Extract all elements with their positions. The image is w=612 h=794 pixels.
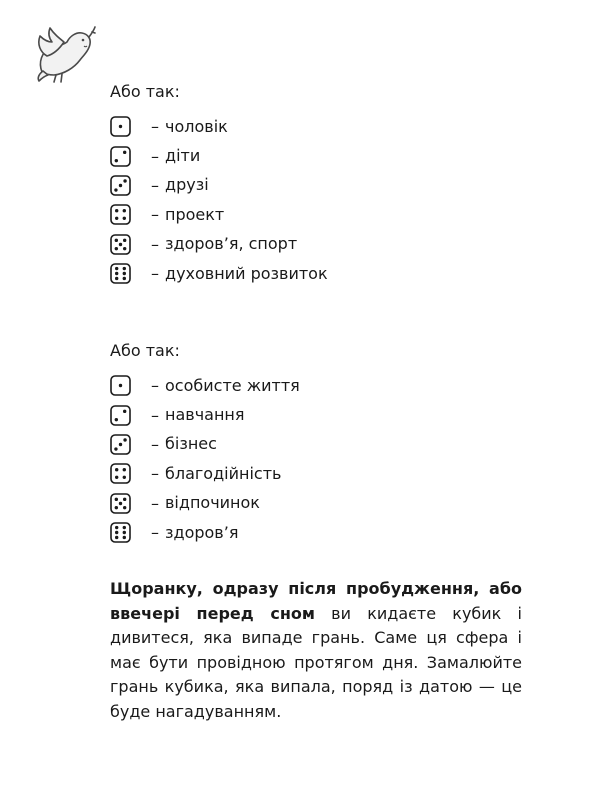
die-face-2-icon	[110, 146, 131, 167]
die-face-2-icon	[110, 405, 131, 426]
dice-label: відпочинок	[165, 493, 260, 513]
die-pip	[115, 209, 118, 212]
dice-label: здоров’я, спорт	[165, 234, 298, 254]
die-face-3-icon	[110, 434, 131, 455]
die-outline	[111, 406, 130, 425]
dice-legend-section-2	[110, 341, 530, 547]
die-face-3-icon	[110, 175, 131, 196]
die-pip	[115, 476, 118, 479]
die-face-5-icon	[110, 234, 131, 255]
die-pip	[123, 497, 126, 500]
die-pip	[119, 125, 122, 128]
die-pip	[123, 150, 126, 153]
dice-legend-section-1	[110, 82, 530, 288]
list-item	[110, 259, 530, 288]
die-pip	[123, 277, 126, 280]
dash: –	[151, 376, 159, 396]
dice-list	[110, 112, 530, 288]
die-pip	[123, 267, 126, 270]
dice-label: духовний розвиток	[165, 263, 328, 283]
die-pip	[123, 531, 126, 534]
die-outline	[111, 264, 130, 283]
paragraph-lead: Щоранку, одразу після пробудження, або ввечері перед сном	[110, 579, 522, 623]
dash: –	[151, 434, 159, 454]
dice-label: особисте життя	[165, 375, 300, 395]
list-item	[110, 171, 530, 200]
die-pip	[123, 468, 126, 471]
dash: –	[151, 405, 159, 425]
die-face-1-icon	[110, 116, 131, 137]
die-outline	[111, 205, 130, 224]
dash: –	[151, 264, 159, 284]
dash: –	[151, 493, 159, 513]
dash: –	[151, 117, 159, 137]
die-pip	[114, 447, 117, 450]
list-item	[110, 459, 530, 488]
die-pip	[115, 277, 118, 280]
list-item	[110, 112, 530, 141]
die-pip	[123, 247, 126, 250]
dice-label: навчання	[165, 405, 245, 425]
die-pip	[123, 409, 126, 412]
die-face-6-icon	[110, 263, 131, 284]
die-pip	[115, 247, 118, 250]
dash: –	[151, 464, 159, 484]
die-face-6-icon	[110, 522, 131, 543]
die-pip	[123, 536, 126, 539]
die-face-1-icon	[110, 375, 131, 396]
die-face-5-icon	[110, 493, 131, 514]
die-pip	[119, 443, 122, 446]
die-pip	[123, 272, 126, 275]
dash: –	[151, 205, 159, 225]
die-pip	[115, 506, 118, 509]
instruction-paragraph	[110, 577, 522, 724]
die-pip	[119, 384, 122, 387]
dice-label: діти	[165, 146, 201, 166]
die-pip	[115, 468, 118, 471]
list-item	[110, 200, 530, 229]
dice-label: здоров’я	[165, 522, 239, 542]
list-item	[110, 230, 530, 259]
die-face-4-icon	[110, 204, 131, 225]
die-pip	[119, 502, 122, 505]
die-pip	[123, 438, 126, 441]
section-intro: Або так:	[110, 341, 180, 360]
dove-bird-icon	[34, 22, 96, 88]
dice-label: друзі	[165, 175, 209, 195]
paragraph-rest: ви кидаєте кубик і дивитеся, яка випаде грань. Саме ця сфера і має бути провідною протягом дня. Замалюйте грань кубика, яка випала, поряд із датою — це буде нагадуванням.	[110, 603, 522, 721]
list-item	[110, 141, 530, 170]
die-pip	[123, 238, 126, 241]
die-pip	[123, 209, 126, 212]
die-pip	[123, 179, 126, 182]
list-item	[110, 518, 530, 547]
dice-label: проект	[165, 204, 225, 224]
die-pip	[115, 217, 118, 220]
die-pip	[119, 184, 122, 187]
die-outline	[111, 523, 130, 542]
dash: –	[151, 234, 159, 254]
die-pip	[114, 188, 117, 191]
dash: –	[151, 146, 159, 166]
die-pip	[123, 506, 126, 509]
die-face-4-icon	[110, 463, 131, 484]
list-item	[110, 371, 530, 400]
die-pip	[115, 272, 118, 275]
die-outline	[111, 147, 130, 166]
die-pip	[115, 267, 118, 270]
die-pip	[115, 497, 118, 500]
die-pip	[115, 531, 118, 534]
die-pip	[123, 476, 126, 479]
die-pip	[115, 418, 118, 421]
die-pip	[115, 536, 118, 539]
die-pip	[115, 238, 118, 241]
section-intro: Або так:	[110, 82, 180, 101]
dice-label: чоловік	[165, 116, 228, 136]
die-pip	[115, 159, 118, 162]
list-item	[110, 489, 530, 518]
list-item	[110, 430, 530, 459]
die-pip	[119, 243, 122, 246]
die-pip	[115, 526, 118, 529]
die-pip	[123, 217, 126, 220]
list-item	[110, 400, 530, 429]
dash: –	[151, 523, 159, 543]
die-outline	[111, 464, 130, 483]
die-pip	[123, 526, 126, 529]
dice-label: благодійність	[165, 463, 282, 483]
dice-label: бізнес	[165, 434, 217, 454]
dice-list	[110, 371, 530, 547]
dash: –	[151, 175, 159, 195]
